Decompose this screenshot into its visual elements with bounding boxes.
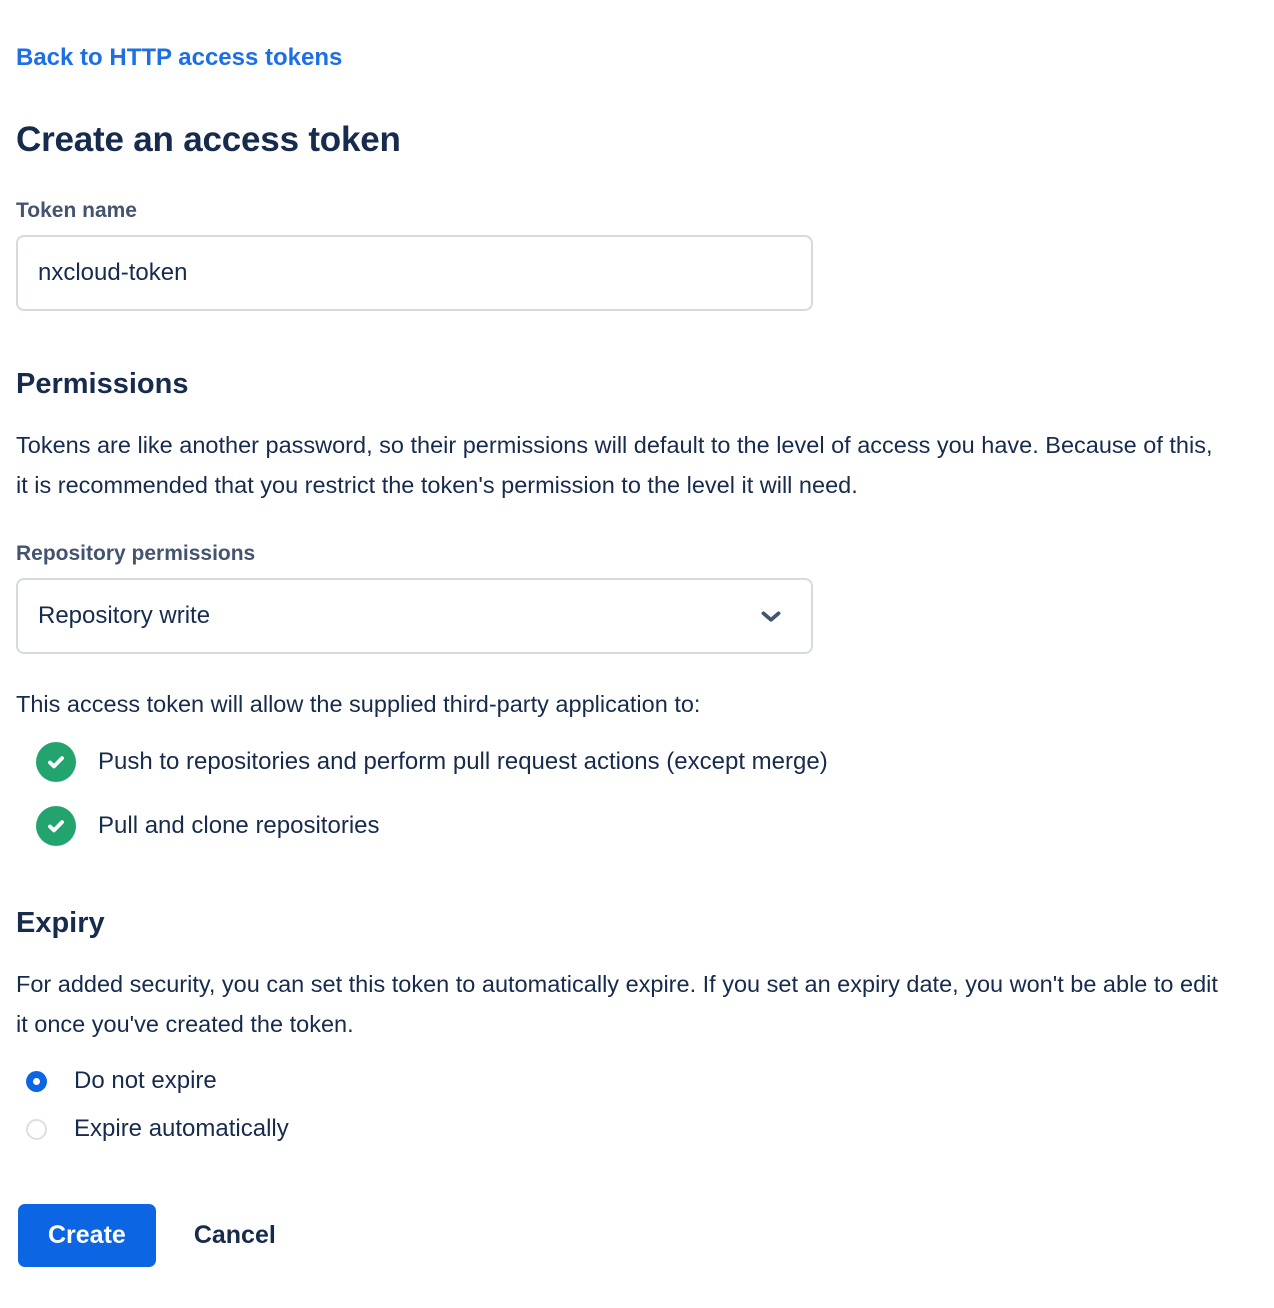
grant-item-push [16, 742, 1258, 782]
cancel-button[interactable]: Cancel [170, 1204, 300, 1267]
repository-permissions-label: Repository permissions [16, 542, 256, 565]
repository-permissions-selected-value: Repository write [38, 602, 211, 629]
allow-intro-text: This access token will allow the supplied third-party application to: [16, 691, 701, 717]
permissions-description: Tokens are like another password, so their permissions will default to the level of access you have. Because of this, it is recommended that you restrict the token's permission to the level it will need. [16, 432, 1213, 498]
expiry-description: For added security, you can set this token to automatically expire. If you set an expiry date, you won't be able to edit it once you've created the token. [16, 971, 1218, 1037]
chevron-down-icon [757, 602, 785, 630]
back-to-http-access-tokens-link[interactable]: Back to HTTP access tokens [16, 44, 343, 71]
radio-do-not-expire[interactable] [26, 1064, 1258, 1098]
repository-permissions-select[interactable] [16, 578, 813, 654]
check-icon [36, 806, 76, 846]
grant-item-pull [16, 806, 1258, 846]
token-name-label: Token name [16, 199, 137, 222]
grant-text-pull: Pull and clone repositories [98, 812, 380, 839]
grant-text-push: Push to repositories and perform pull request actions (except merge) [98, 748, 828, 775]
expiry-radio-group [16, 1064, 1258, 1146]
radio-do-not-expire-label: Do not expire [74, 1067, 217, 1094]
create-button[interactable]: Create [18, 1204, 156, 1267]
radio-expire-automatically[interactable] [26, 1112, 1258, 1146]
check-icon [36, 742, 76, 782]
permissions-heading: Permissions [16, 368, 189, 400]
radio-unselected-icon[interactable] [26, 1119, 47, 1140]
radio-expire-automatically-label: Expire automatically [74, 1115, 289, 1142]
page-title: Create an access token [16, 120, 401, 159]
form-actions [16, 1204, 1258, 1267]
expiry-heading: Expiry [16, 907, 105, 939]
grant-list [16, 742, 1258, 846]
radio-selected-icon[interactable] [26, 1071, 47, 1092]
token-name-input[interactable] [16, 235, 813, 311]
